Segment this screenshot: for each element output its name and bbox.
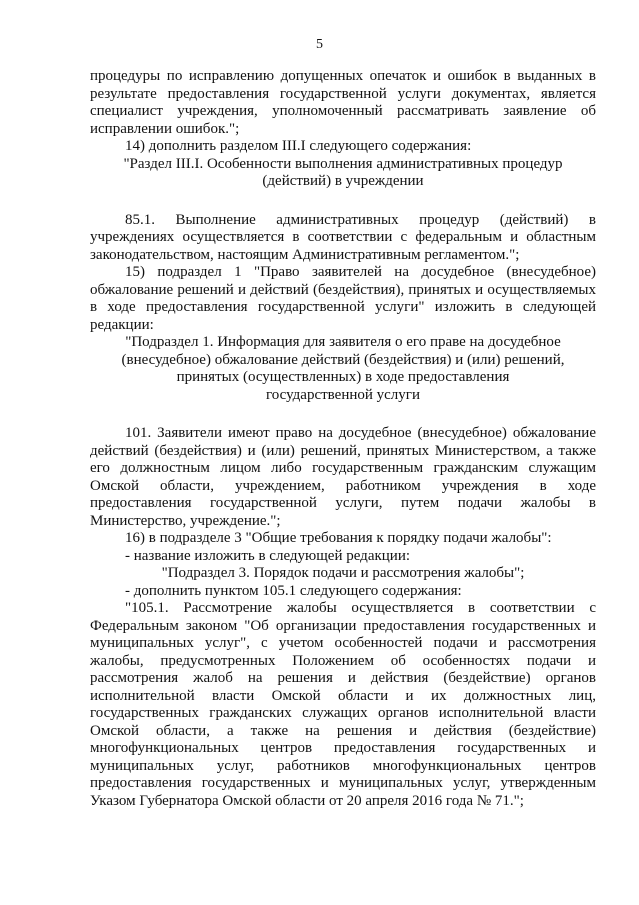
section-heading-line-1: "Раздел III.I. Особенности выполнения административных процедур — [123, 155, 563, 172]
paragraph-item-14: 14) дополнить разделом III.I следующего содержания: — [125, 138, 472, 154]
page-number: 5 — [316, 37, 323, 52]
paragraph-continuation: процедуры по исправлению допущенных опечаток и ошибок в выданных в результате предоставления государственной услуги документах, является специалист учреждения, уполномоченный рассматривать заявление об исправлении ошибок."; — [90, 68, 596, 137]
paragraph-item-16: 16) в подразделе 3 "Общие требования к порядку подачи жалобы": — [125, 530, 552, 546]
paragraph-add-note: - дополнить пунктом 105.1 следующего содержания: — [125, 582, 462, 599]
subsection-3-title: "Подраздел 3. Порядок подачи и рассмотрения жалобы"; — [161, 565, 525, 581]
section-heading-line-2: (действий) в учреждении — [262, 173, 424, 189]
paragraph-item-15: 15) подраздел 1 "Право заявителей на досудебное (внесудебное) обжалование решений и действий (бездействия), принятых и осуществляемых в ходе предоставления государственной услуги" изложить в следующей редакции: — [90, 264, 596, 333]
paragraph-85-1: 85.1. Выполнение административных процедур (действий) в учреждениях осуществляется в соответствии с федеральным и областным законодательством, настоящим Административным регламентом."; — [90, 211, 596, 263]
subsection-heading-line-1: "Подраздел 1. Информация для заявителя о его праве на досудебное — [125, 334, 561, 350]
subsection-heading-line-3: принятых (осуществленных) в ходе предоставления — [176, 369, 510, 385]
paragraph-rename-note: - название изложить в следующей редакции: — [125, 547, 411, 564]
paragraph-105-1: "105.1. Рассмотрение жалобы осуществляется в соответствии с Федеральным законом "Об организации предоставления государственных и муниципальных услуг", с учетом особенностей подачи и рассмотрения жалобы, предусмотренных Положением об особенностях подачи и рассмотрения жалоб на решения и действия (бездействие) органов исполнительной власти Омской области и их должностных лиц, государственных гражданских служащих органов исполнительной власти Омской области, а также на решения и действия (бездействие) многофункциональных центров предоставления государственных и муниципальных услуг, работников многофункциональных центров предоставления государственных и муниципальных услуг, утвержденным Указом Губернатора Омской области от 20 апреля 2016 года № 71."; — [90, 600, 596, 809]
paragraph-101: 101. Заявители имеют право на досудебное (внесудебное) обжалование действий (бездействия) и (или) решений, принятых Министерством, а также его должностным лицом либо государственным гражданским служащим Омской области, учреждением, работником учреждения в ходе предоставления государственной услуги, путем подачи жалобы в Министерство, учреждение."; — [90, 425, 596, 529]
subsection-heading-line-2: (внесудебное) обжалование действий (бездействия) и (или) решений, — [121, 351, 565, 368]
spacer — [90, 191, 596, 212]
subsection-heading-line-4: государственной услуги — [266, 386, 420, 403]
spacer — [90, 404, 596, 425]
document-body — [90, 68, 596, 810]
